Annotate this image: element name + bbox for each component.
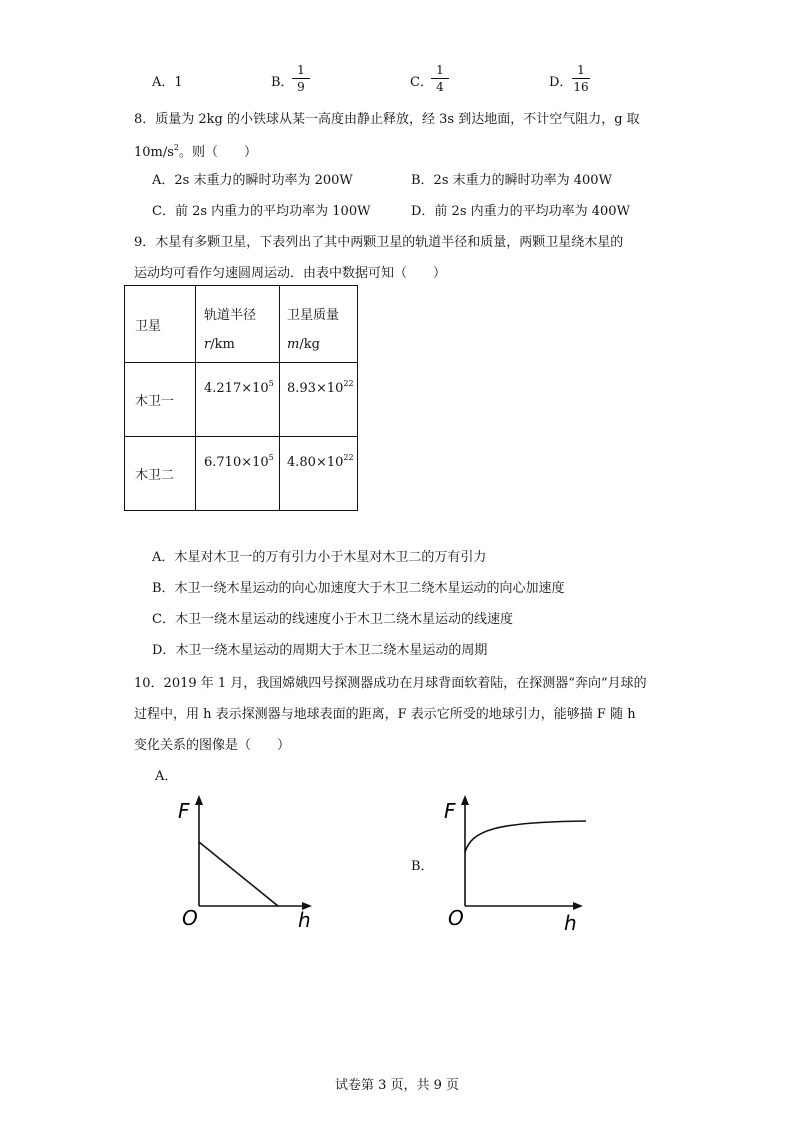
graph-x-label: h [564,911,577,935]
table-cell-radius: $4.217\times 10^5$ [196,363,280,437]
linear-decrease-curve [199,842,278,906]
q7-option-d-fraction [570,63,592,94]
q8-option-d: D．前 2s 内重力的平均功率为 400W [411,204,630,219]
q9-option-d: D．木卫一绕木星运动的周期大于木卫二绕木星运动的周期 [152,643,488,658]
table-cell-name: 木卫二 [125,437,196,511]
superscript: 2 [173,143,180,152]
satellite-table [124,285,358,511]
y-axis-arrow [195,795,203,805]
y-axis-arrow [461,795,469,805]
q10-stem-line1: 10．2019 年 1 月，我国嫦娥四号探测器成功在月球背面软着陆，在探测器“奔向”月球的 [134,676,647,691]
table-header-mass [280,286,358,363]
q7-option-c-fraction [429,63,451,94]
graph-origin-label: O [448,906,464,930]
q8-stem-line2 [134,144,257,159]
q8-option-b: B．2s 末重力的瞬时功率为 400W [411,173,612,188]
fraction-denominator: 16 [573,80,589,94]
fraction-denominator: 4 [436,80,444,94]
q9-option-a: A．木星对木卫一的万有引力小于木星对木卫二的万有引力 [152,550,487,565]
graph-y-label: F [178,799,190,823]
q7-option-d-label: D． [549,75,573,90]
table-header-satellite: 卫星 [125,286,196,363]
table-row [125,437,358,511]
table-cell-mass: $4.80\times 10^{22}$ [280,437,358,511]
q9-stem-line1: 9．木星有多颗卫星，下表列出了其中两颗卫星的轨道半径和质量，两颗卫星绕木星的 [134,235,624,250]
fraction-numerator: 1 [297,63,305,77]
header-mass-text: 卫星质量 [287,308,340,323]
graph-y-label: F [444,799,456,823]
q10-stem-line2: 过程中，用 h 表示探测器与地球表面的距离，F 表示它所受的地球引力，能够描 F 随 h [134,707,636,722]
graph-origin-label: O [182,906,198,930]
q7-option-a: A．1 [152,75,183,90]
header-radius-text: 轨道半径 [204,308,257,323]
radius-var: r [204,337,211,352]
table-header-row [125,286,358,363]
fraction-numerator: 1 [436,63,444,77]
mass-unit: /kg [299,337,320,352]
graph-option-b [436,790,596,940]
q8-gravity-value: 10m/s [134,145,174,160]
table-row [125,363,358,437]
fraction-denominator: 9 [297,80,305,94]
q10-option-a-label: A． [155,769,178,784]
q9-option-c: C．木卫一绕木星运动的线速度小于木卫二绕木星运动的线速度 [152,612,513,627]
q10-stem-line3: 变化关系的图像是（ ） [134,738,291,753]
table-cell-name: 木卫一 [125,363,196,437]
page-footer: 试卷第 3 页，共 9 页 [334,1078,460,1093]
table-cell-radius: $6.710\times 10^5$ [196,437,280,511]
increasing-curve [465,821,586,852]
graph-option-a [170,790,320,940]
q9-option-b: B．木卫一绕木星运动的向心加速度大于木卫二绕木星运动的向心加速度 [152,581,565,596]
q10-option-b-label: B． [411,859,434,874]
q8-stem-tail: 。则（ ） [179,145,258,160]
q7-option-b-label: B． [271,75,294,90]
x-axis-arrow [573,902,583,910]
fraction-numerator: 1 [577,63,585,77]
mass-var: m [287,337,300,352]
q8-stem-line1: 8．质量为 2kg 的小铁球从某一高度由静止释放，经 3s 到达地面，不计空气阻力，g 取 [134,112,640,127]
graph-x-label: h [298,908,311,932]
q7-option-b-fraction [290,63,312,94]
q8-option-a: A．2s 末重力的瞬时功率为 200W [152,173,353,188]
table-header-radius [196,286,280,363]
q8-option-c: C．前 2s 内重力的平均功率为 100W [152,204,371,219]
table-cell-mass: $8.93\times 10^{22}$ [280,363,358,437]
q9-stem-line2: 运动均可看作匀速圆周运动．由表中数据可知（ ） [134,266,447,281]
q7-option-c-label: C． [410,75,433,90]
radius-unit: /km [210,337,235,352]
